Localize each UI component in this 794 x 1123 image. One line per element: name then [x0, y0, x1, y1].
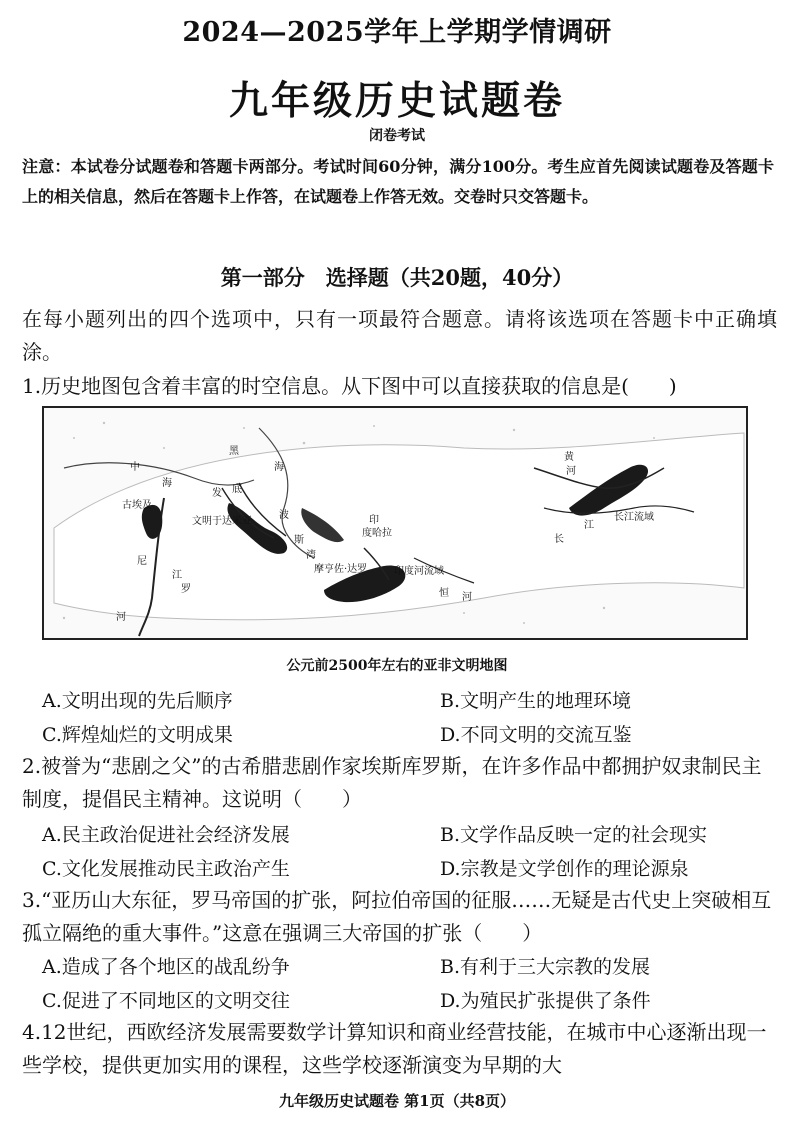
notice-text: 本试卷分试题卷和答题卡两部分。考试时间60分钟，满分100分。考生应首先阅读试题卷及答题卡上的相关信息，然后在答题卡上作答，在试题卷上作答无效。交卷时只交答题卡。 — [22, 157, 774, 206]
map-label: 江 — [584, 520, 594, 531]
map-label: 长 — [554, 534, 564, 545]
q3-option-a[interactable]: A.造成了各个地区的战乱纷争 — [42, 956, 290, 978]
map-label: 尼 — [137, 556, 147, 567]
question-1-stem: 1.历史地图包含着丰富的时空信息。从下图中可以直接获取的信息是( ) — [22, 374, 677, 398]
map-label: 印 — [369, 515, 379, 526]
part-title: 第一部分 选择题（共20题，40分） — [220, 265, 574, 290]
map-label: 文明于达米亚 — [192, 516, 252, 527]
map-label: 度哈拉 — [362, 528, 392, 539]
q3-option-b[interactable]: B.有利于三大宗教的发展 — [440, 956, 651, 978]
map-label: 长江流域 — [614, 512, 654, 523]
map-graphic — [44, 408, 746, 638]
map-label: 河 — [566, 466, 576, 477]
map-label: 江 — [172, 570, 182, 581]
map-label: 罗 — [181, 584, 191, 595]
exam-paper-title: 九年级历史试题卷 — [228, 78, 565, 124]
map-label: 河 — [462, 592, 472, 603]
notice-block — [22, 152, 774, 212]
map-label: 黑 — [229, 446, 239, 457]
exam-mode: 闭卷考试 — [369, 128, 425, 144]
asia-africa-civilization-map — [42, 406, 748, 640]
exam-header-title: 2024—2025学年上学期学情调研 — [182, 17, 612, 48]
q2-option-c[interactable]: C.文化发展推动民主政治产生 — [42, 858, 290, 880]
q2-option-d[interactable]: D.宗教是文学创作的理论源泉 — [440, 858, 689, 880]
map-label: 海 — [162, 478, 172, 489]
map-label: 印度河流域 — [394, 566, 444, 577]
question-2-stem: 2.被誉为“悲剧之父”的古希腊悲剧作家埃斯库罗斯，在许多作品中都拥护奴隶制民主制度，提倡民主精神。这说明（ ） — [22, 754, 762, 811]
page-footer: 九年级历史试题卷 第1页（共8页） — [278, 1092, 516, 1110]
q2-option-b[interactable]: B.文学作品反映一定的社会现实 — [440, 824, 708, 846]
map-label: 黄 — [564, 452, 574, 463]
map-label: 海 — [274, 462, 284, 473]
q1-option-a[interactable]: A.文明出现的先后顺序 — [42, 690, 233, 712]
map-label: 中 — [130, 462, 140, 473]
map-label: 发 — [212, 488, 222, 499]
question-3-stem: 3.“亚历山大东征，罗马帝国的扩张，阿拉伯帝国的征服……无疑是古代史上突破相互孤立隔绝的重大事件。”这意在强调三大帝国的扩张（ ） — [22, 888, 772, 945]
q1-option-d[interactable]: D.不同文明的交流互鉴 — [440, 724, 632, 746]
map-label: 斯 — [294, 535, 304, 546]
map-label: 恒 — [439, 588, 449, 599]
part-instruction: 在每小题列出的四个选项中，只有一项最符合题意。请将该选项在答题卡中正确填涂。 — [22, 307, 777, 364]
map-label: 河 — [116, 612, 126, 623]
q1-option-c[interactable]: C.辉煌灿烂的文明成果 — [42, 724, 233, 746]
map-label: 摩亨佐·达罗 — [314, 564, 368, 575]
q2-option-a[interactable]: A.民主政治促进社会经济发展 — [42, 824, 290, 846]
notice-label: 注意： — [22, 157, 71, 176]
map-label: 底 — [232, 484, 242, 495]
map-label: 湾 — [306, 550, 316, 561]
q3-option-d[interactable]: D.为殖民扩张提供了条件 — [440, 990, 651, 1012]
map-label: 古埃及 — [122, 500, 152, 511]
map-label: 波 — [279, 510, 289, 521]
question-4-stem: 4.12世纪，西欧经济发展需要数学计算知识和商业经营技能，在城市中心逐渐出现一些学校，提供更加实用的课程，这些学校逐渐演变为早期的大 — [22, 1020, 767, 1077]
q3-option-c[interactable]: C.促进了不同地区的文明交往 — [42, 990, 290, 1012]
map-caption: 公元前2500年左右的亚非文明地图 — [286, 658, 508, 674]
q1-option-b[interactable]: B.文明产生的地理环境 — [440, 690, 632, 712]
